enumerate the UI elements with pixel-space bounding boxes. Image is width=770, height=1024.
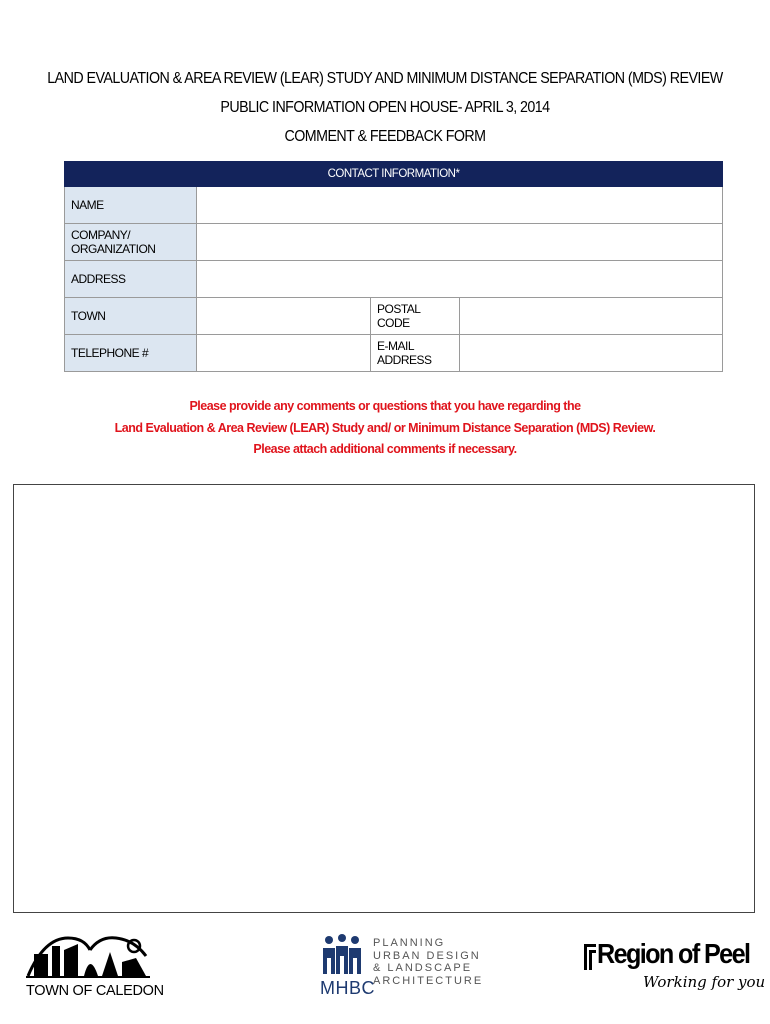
peel-p-icon [583,944,597,970]
caledon-wordmark: TOWN OF CALEDON [26,983,164,999]
mhbc-tagline [373,937,483,987]
form-title [0,64,770,151]
comments-textarea[interactable] [13,484,755,913]
mhbc-tagline-4: ARCHITECTURE [373,974,484,987]
postal-code-label: POSTAL CODE [371,298,460,335]
instruction-line-1: Please provide any comments or questions that you have regarding the [189,399,581,413]
caledon-emblem-icon [24,932,154,982]
address-field[interactable] [197,261,723,298]
instruction-line-3: Please attach additional comments if necessary. [253,442,517,456]
address-label: ADDRESS [65,261,197,298]
peel-tagline: Working for you [643,973,766,991]
peel-wordmark: Region of Peel [597,938,750,969]
mhbc-tagline-1: PLANNING [373,937,446,949]
company-label: COMPANY/ ORGANIZATION [65,224,197,261]
title-line-2: PUBLIC INFORMATION OPEN HOUSE- APRIL 3, 2014 [220,99,550,116]
name-field[interactable] [197,187,723,224]
comment-instructions [0,396,770,461]
email-field[interactable] [460,335,723,372]
contact-information-table [64,161,723,372]
title-line-3: COMMENT & FEEDBACK FORM [284,128,486,145]
town-label: TOWN [65,298,197,335]
region-of-peel-logo [583,938,766,1002]
mhbc-logo [318,934,484,1004]
town-of-caledon-logo [24,932,164,1002]
telephone-label: TELEPHONE # [65,335,197,372]
mhbc-tagline-2: URBAN DESIGN [373,949,481,962]
email-label: E-MAIL ADDRESS [371,335,460,372]
mhbc-people-icon [320,934,370,976]
name-label: NAME [65,187,197,224]
mhbc-wordmark: MHBC [320,978,375,998]
telephone-field[interactable] [197,335,371,372]
contact-section-header: CONTACT INFORMATION* [65,162,723,187]
instruction-line-2: Land Evaluation & Area Review (LEAR) Study and/ or Minimum Distance Separation (MDS) Review. [114,420,656,435]
postal-code-field[interactable] [460,298,723,335]
mhbc-tagline-3: & LANDSCAPE [373,962,473,974]
title-line-1: LAND EVALUATION & AREA REVIEW (LEAR) STUDY AND MINIMUM DISTANCE SEPARATION (MDS) REVIEW [47,70,723,87]
company-field[interactable] [197,224,723,261]
town-field[interactable] [197,298,371,335]
